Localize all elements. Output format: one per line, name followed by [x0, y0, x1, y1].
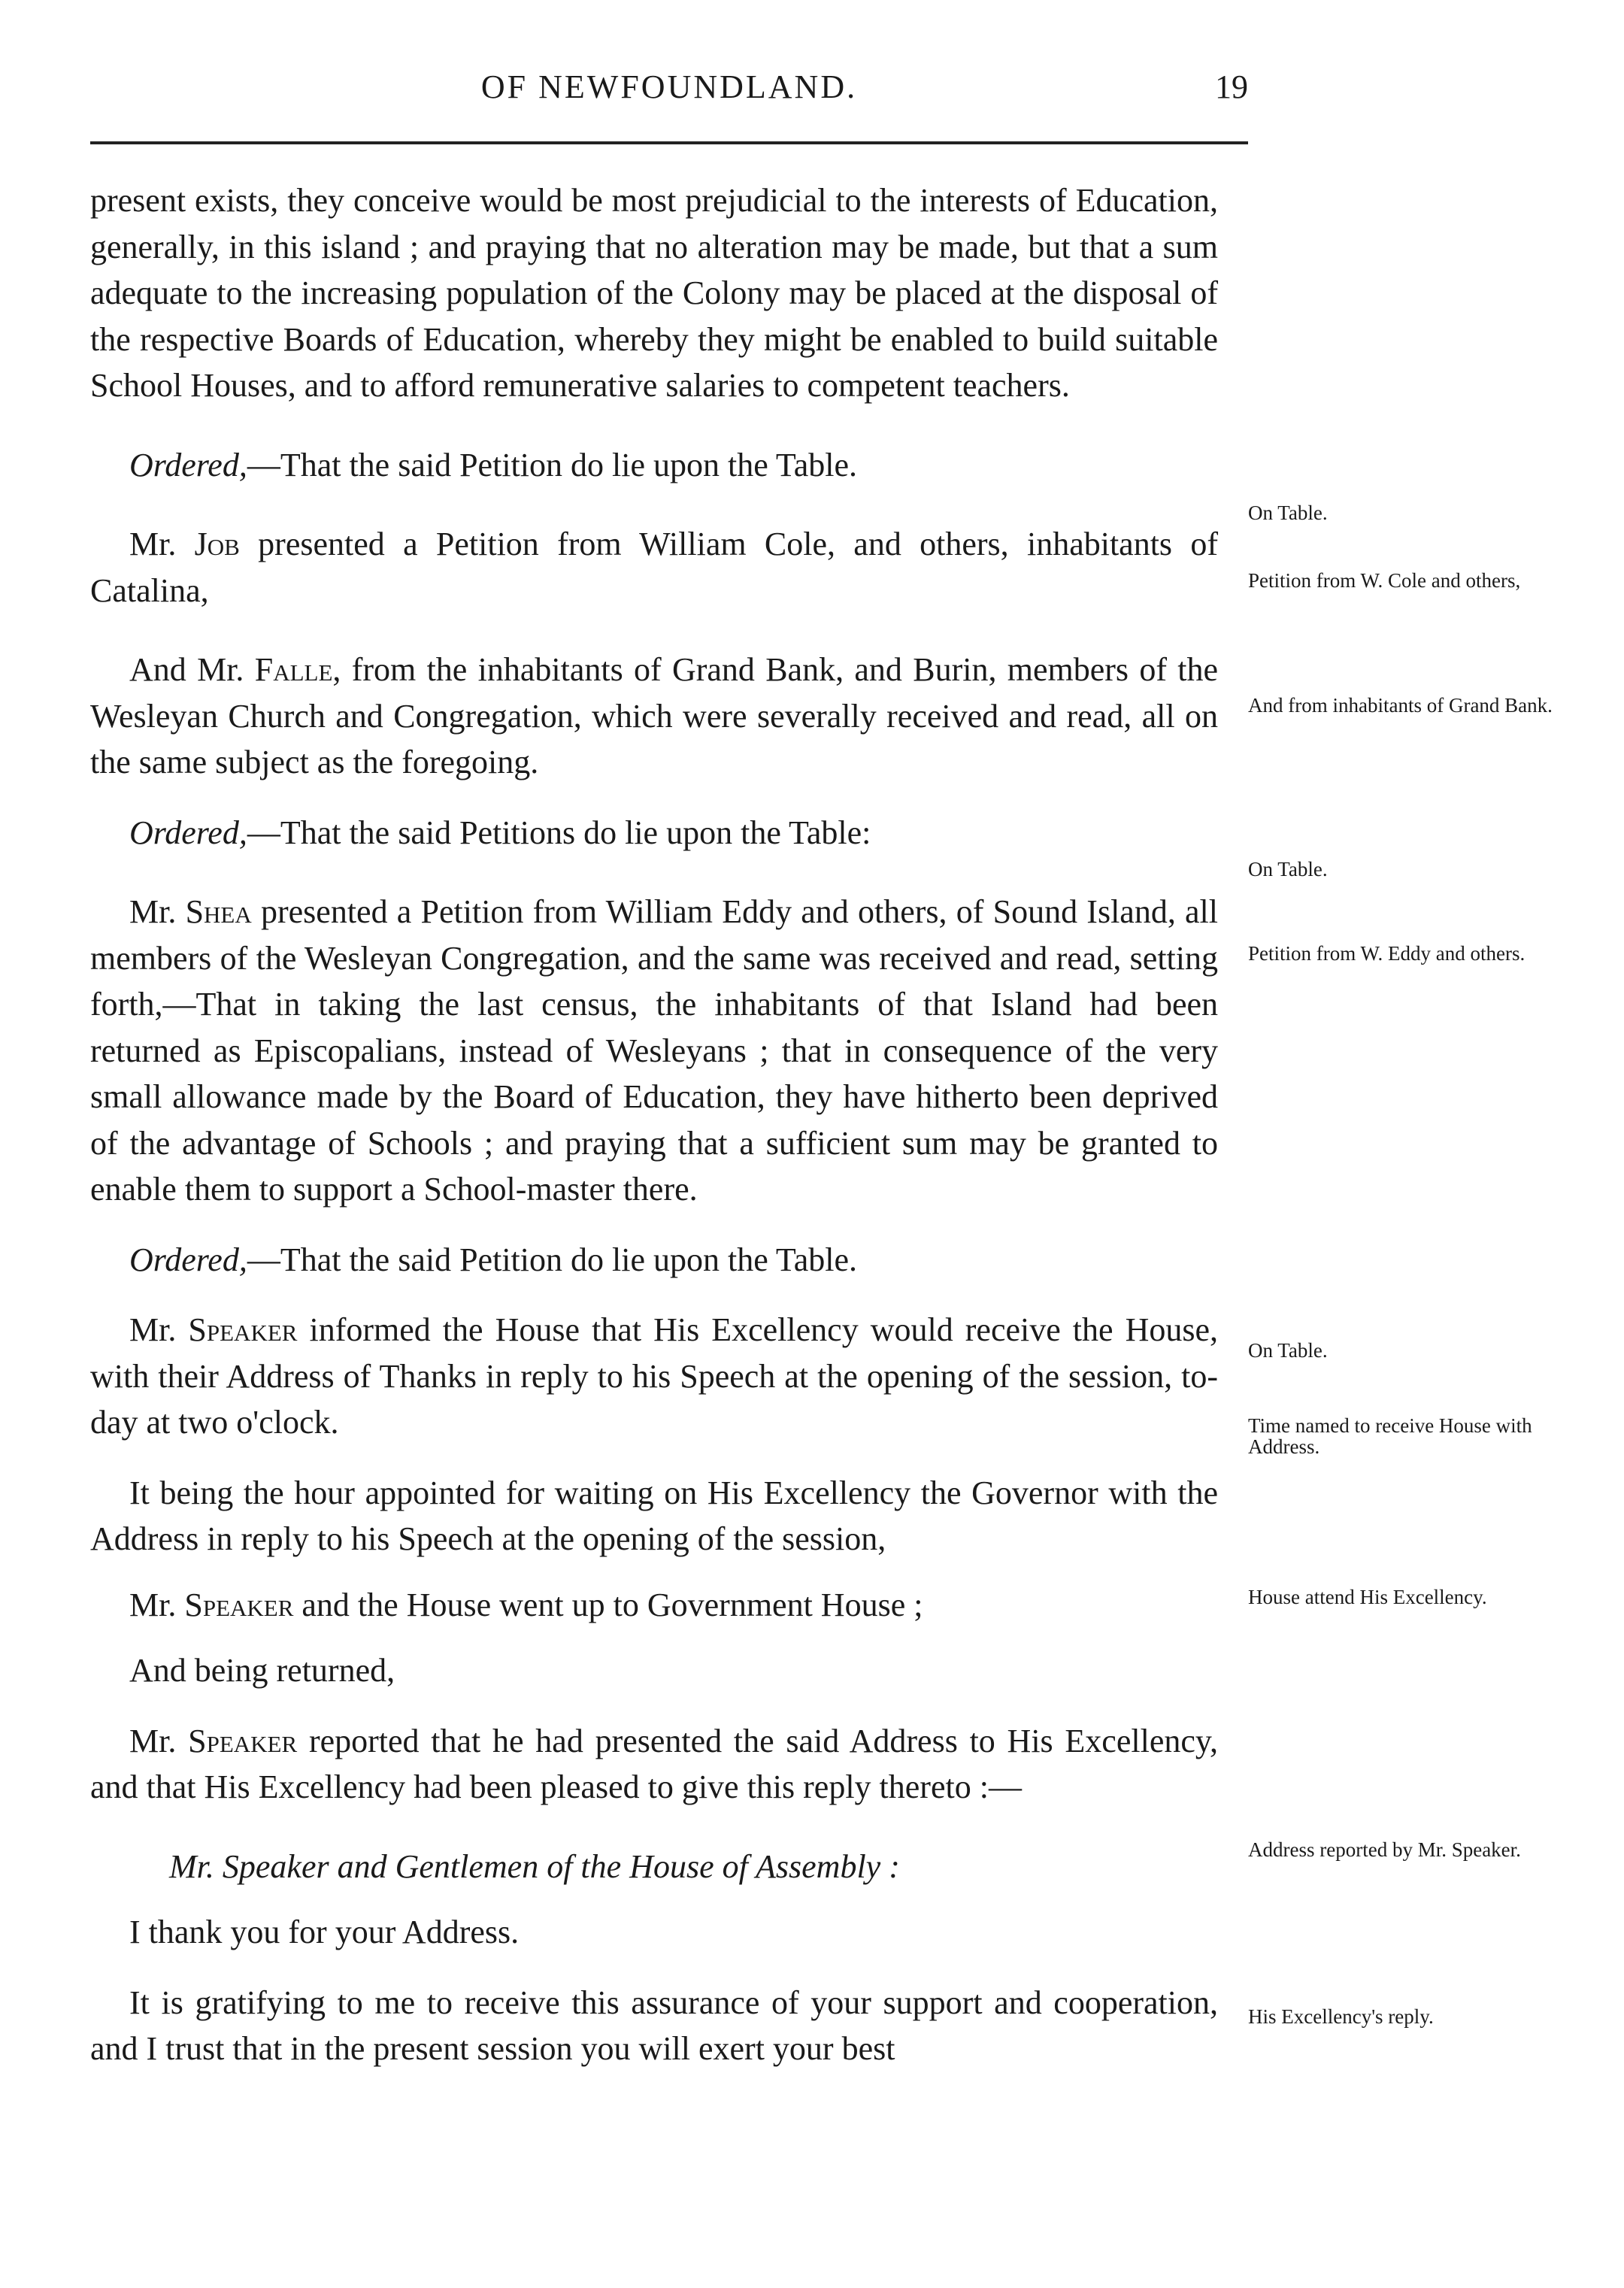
page-number: 19 [1215, 68, 1248, 105]
ordered-label: Ordered, [129, 446, 247, 483]
ordered-label: Ordered, [129, 1241, 247, 1278]
honorific: And Mr. [129, 651, 244, 688]
margin-note-time-named: Time named to receive House with Address. [1248, 1414, 1532, 1458]
margin-note-address-reported: Address reported by Mr. Speaker. [1248, 1838, 1521, 1861]
margin-note-on-table-3: On Table. [1248, 1339, 1328, 1362]
paragraph-speaker-reported [90, 1718, 1218, 1811]
paragraph-hour-appointed: It being the hour appointed for waiting on His Excellency the Governor with the Address in reply to his Speech at the opening of the session, [90, 1474, 1218, 1557]
paragraph-ordered-3 [90, 1237, 1218, 1283]
member-name: Speaker [188, 1311, 298, 1348]
running-title: OF NEWFOUNDLAND. [480, 68, 858, 105]
paragraph-thank-you: I thank you for your Address. [129, 1914, 520, 1950]
header-rule [90, 141, 1248, 144]
ordered-text: —That the said Petitions do lie upon the Table: [247, 814, 871, 851]
ordered-text: —That the said Petition do lie upon the Table. [247, 446, 858, 483]
paragraph-ordered-1 [90, 442, 1218, 489]
member-name: Job [194, 526, 240, 562]
honorific: Mr. [129, 1722, 177, 1759]
margin-note-house-attend: House attend His Excellency. [1248, 1586, 1487, 1608]
margin-note-on-table-2: On Table. [1248, 858, 1328, 880]
honorific: Mr. [129, 1586, 177, 1623]
paragraph-text: presented a Petition from William Eddy and others, of Sound Island, all members of the Wesleyan Congregation, and the same was received and read, setting forth,—That in taking the last census, the inhabitants of that Island had been returned as Episcopalians, instead of Wesleyans ; that in consequence of the very small allowance made by the Board of Education, they have hitherto been deprived of the advantage of Schools ; and praying that a sufficient sum may be granted to enable them to support a School-master there. [90, 893, 1219, 1208]
member-name: Shea [185, 893, 252, 930]
margin-note-grand-bank: And from inhabitants of Grand Bank. [1248, 694, 1553, 717]
paragraph-speaker-informed [90, 1307, 1218, 1446]
ordered-label: Ordered, [129, 814, 247, 851]
margin-note-excellency-reply: His Excellency's reply. [1248, 2005, 1434, 2028]
margin-note-petition-eddy: Petition from W. Eddy and others. [1248, 942, 1526, 965]
main-text-column [90, 177, 1218, 2072]
paragraph-ordered-2 [90, 810, 1218, 856]
running-header [90, 68, 1248, 120]
paragraph-falle-petition [90, 647, 1218, 786]
paragraph-text: presented a Petition from William Cole, and others, inhabitants of Catalina, [90, 526, 1219, 609]
honorific: Mr. [129, 893, 177, 930]
member-name: Speaker [184, 1586, 294, 1623]
member-name: Speaker [188, 1722, 298, 1759]
honorific: Mr. [129, 526, 177, 562]
paragraph-being-returned: And being returned, [129, 1652, 395, 1689]
paragraph-petition-continued: present exists, they conceive would be most prejudicial to the interests of Education, generally, in this island ; and praying that no alteration may be made, but that a sum adequate to the increasing population of the Colony may be placed at the disposal of the respective Boards of Education, whereby they might be enabled to build suitable School Houses, and to afford remunerative salaries to competent teachers. [90, 182, 1218, 404]
address-salutation: Mr. Speaker and Gentlemen of the House of Assembly : [169, 1847, 900, 1885]
paragraph-text: informed the House that His Excellency would receive the House, with their Address of Thanks in reply to his Speech at the opening of the session, to-day at two o'clock. [90, 1311, 1219, 1441]
paragraph-shea-petition [90, 889, 1218, 1213]
paragraph-text: from the inhabitants of Grand Bank, and Burin, members of the Wesleyan Church and Congregation, which were severally received and read, all on the same subject as the foregoing. [90, 651, 1219, 780]
margin-note-petition-cole: Petition from W. Cole and others, [1248, 569, 1521, 592]
paragraph-gratifying: It is gratifying to me to receive this assurance of your support and cooperation, and I trust that in the present session you will exert your best [90, 1983, 1218, 2067]
honorific: Mr. [129, 1311, 177, 1348]
paragraph-text: and the House went up to Government House ; [301, 1586, 923, 1623]
member-name: Falle, [254, 651, 341, 688]
margin-note-on-table-1: On Table. [1248, 502, 1328, 524]
ordered-text: —That the said Petition do lie upon the Table. [247, 1241, 858, 1278]
paragraph-house-went-up [90, 1582, 1218, 1629]
paragraph-job-petition [90, 521, 1218, 614]
paragraph-text: reported that he had presented the said Address to His Excellency, and that His Excellency had been pleased to give this reply thereto :— [90, 1722, 1219, 1805]
